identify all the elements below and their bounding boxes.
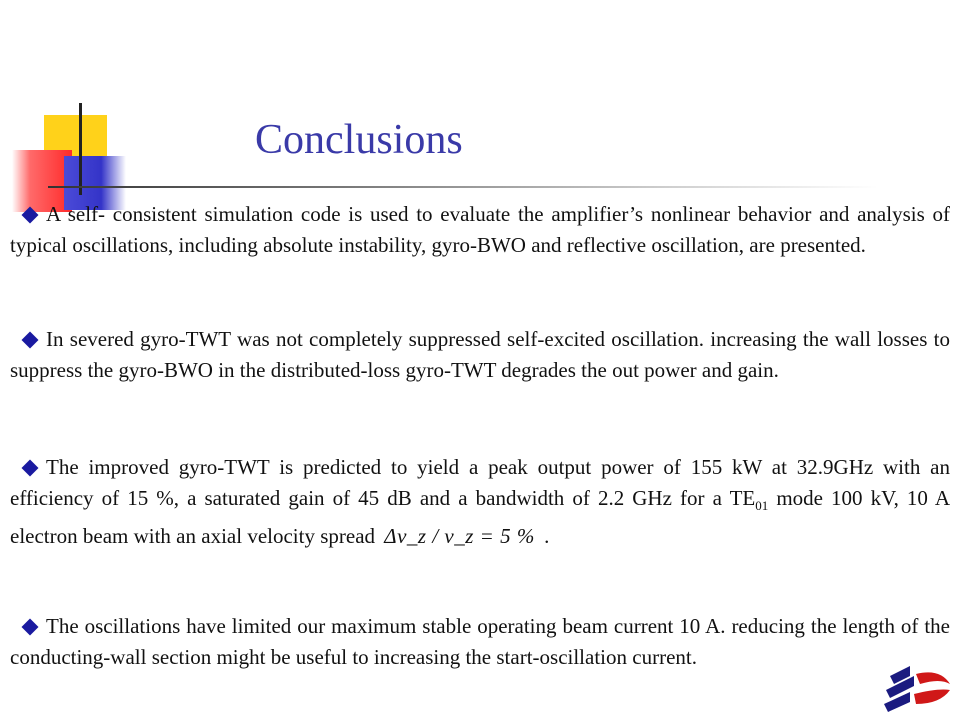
diamond-bullet-icon: [22, 332, 39, 349]
title-underline: [48, 186, 878, 188]
bullet-text-end: .: [544, 524, 550, 549]
bullet-item-3: [10, 452, 950, 552]
bullet-text: In severed gyro-TWT was not completely suppressed self-excited oscillation. increasing the wall losses to suppress the gyro-BWO in the distributed-loss gyro-TWT degrades the out power and gain.: [10, 327, 950, 382]
bullet-text-continued: mode 100 kV, 10 A electron beam with an axial velocity spread: [10, 486, 951, 549]
bullet-item-1: [10, 199, 950, 261]
diamond-bullet-icon: [22, 619, 39, 636]
bullet-item-4: [10, 611, 950, 673]
bullet-item-2: [10, 324, 950, 386]
mode-subscript: 01: [755, 498, 769, 514]
diamond-bullet-icon: [22, 460, 39, 477]
bullet-text: The improved gyro-TWT is predicted to yield a peak output power of 155 kW at 32.9GHz with an efficiency of 15 %, a saturated gain of 45 dB and a bandwidth of 2.2 GHz for a TE: [10, 455, 950, 510]
slide-title: Conclusions: [255, 117, 463, 163]
decor-vertical-line: [79, 103, 82, 195]
bullet-text: A self- consistent simulation code is used to evaluate the amplifier’s nonlinear behavior and analysis of typical oscillations, including absolute instability, gyro-BWO and reflective oscillation, are presented.: [10, 202, 950, 257]
institution-logo-icon: [880, 664, 954, 712]
bullet-text: The oscillations have limited our maximum stable operating beam current 10 A. reducing the length of the conducting-wall section might be useful to increasing the start-oscillation current.: [10, 614, 950, 669]
diamond-bullet-icon: [22, 207, 39, 224]
velocity-spread-formula: Δv_z / v_z = 5 %: [384, 524, 535, 549]
